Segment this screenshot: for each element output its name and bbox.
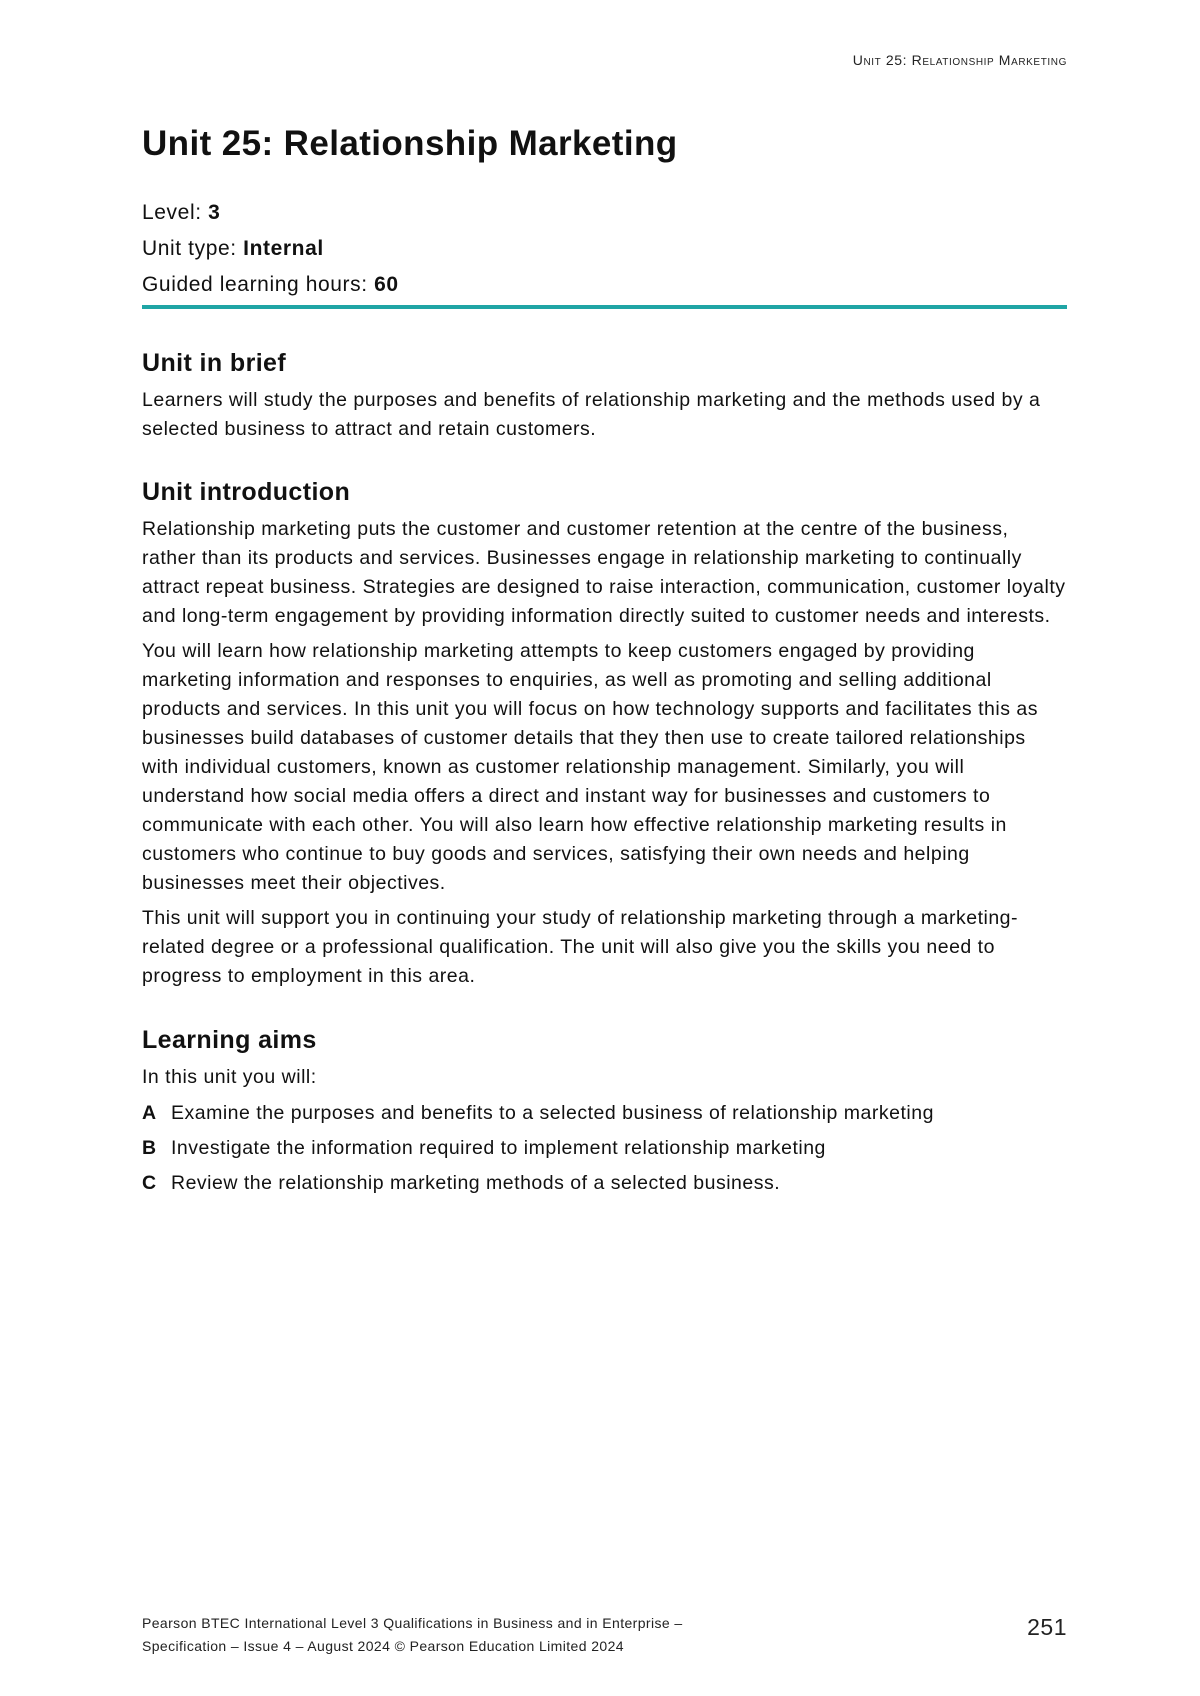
unit-type-value: Internal xyxy=(243,237,324,260)
aim-text: Examine the purposes and benefits to a selected business of relationship marketing xyxy=(171,1102,934,1124)
brief-text: Learners will study the purposes and benefits of relationship marketing and the methods used by a selected business to attract and retain customers. xyxy=(142,389,1041,440)
unit-type-label: Unit type: xyxy=(142,237,237,260)
brief-heading: Unit in brief xyxy=(142,349,287,377)
page-title: Unit 25: Relationship Marketing xyxy=(142,124,678,163)
introduction-paragraph: You will learn how relationship marketing attempts to keep customers engaged by providing marketing information and responses to enquiries, as well as promoting and selling additional products and services. In this unit you will focus on how technology supports and facilitates this as businesses build databases of customer details that they then use to create tailored relationships with individual customers, known as customer relationship management. Similarly, you will understand how social media offers a direct and instant way for businesses and customers to communicate with each other. You will also learn how effective relationship marketing results in customers who continue to buy goods and services, satisfying their own needs and helping businesses meet their objectives. xyxy=(142,640,1038,894)
section-divider xyxy=(142,305,1067,309)
page-number: 251 xyxy=(1027,1614,1067,1640)
guided-hours-row xyxy=(142,273,1067,296)
guided-hours-value: 60 xyxy=(374,273,399,296)
unit-meta xyxy=(142,201,1067,296)
introduction-paragraph: This unit will support you in continuing your study of relationship marketing through a marketing-related degree or a professional qualification. The unit will also give you the skills you need to progress to employment in this area. xyxy=(142,907,1019,987)
aim-text: Review the relationship marketing methods of a selected business. xyxy=(171,1172,781,1194)
footer-line-2: Specification – Issue 4 – August 2024 © Pearson Education Limited 2024 xyxy=(142,1638,624,1654)
aim-text: Investigate the information required to implement relationship marketing xyxy=(171,1137,826,1159)
level-label: Level: xyxy=(142,201,202,224)
page-footer xyxy=(142,1612,683,1658)
aim-letter: B xyxy=(142,1137,157,1159)
main-content xyxy=(142,120,1067,1204)
guided-hours-label: Guided learning hours: xyxy=(142,273,368,296)
learning-aim-item xyxy=(142,1134,1067,1163)
aim-letter: C xyxy=(142,1172,157,1194)
introduction-heading: Unit introduction xyxy=(142,478,351,506)
introduction-paragraph: Relationship marketing puts the customer and customer retention at the centre of the business, rather than its products and services. Businesses engage in relationship marketing to continually attract repeat business. Strategies are designed to raise interaction, communication, customer loyalty and long-term engagement by providing information directly suited to customer needs and interests. xyxy=(142,518,1066,627)
level-value: 3 xyxy=(208,201,221,224)
level-row xyxy=(142,201,1067,224)
unit-type-row xyxy=(142,237,1067,260)
footer-line-1: Pearson BTEC International Level 3 Qualifications in Business and in Enterprise – xyxy=(142,1615,683,1631)
learning-aim-item xyxy=(142,1169,1067,1198)
learning-aims-intro: In this unit you will: xyxy=(142,1066,317,1088)
learning-aims-heading: Learning aims xyxy=(142,1026,317,1054)
learning-aim-item xyxy=(142,1099,1067,1128)
learning-aims-list xyxy=(142,1099,1067,1198)
aim-letter: A xyxy=(142,1102,157,1124)
running-header: Unit 25: Relationship Marketing xyxy=(852,52,1067,68)
